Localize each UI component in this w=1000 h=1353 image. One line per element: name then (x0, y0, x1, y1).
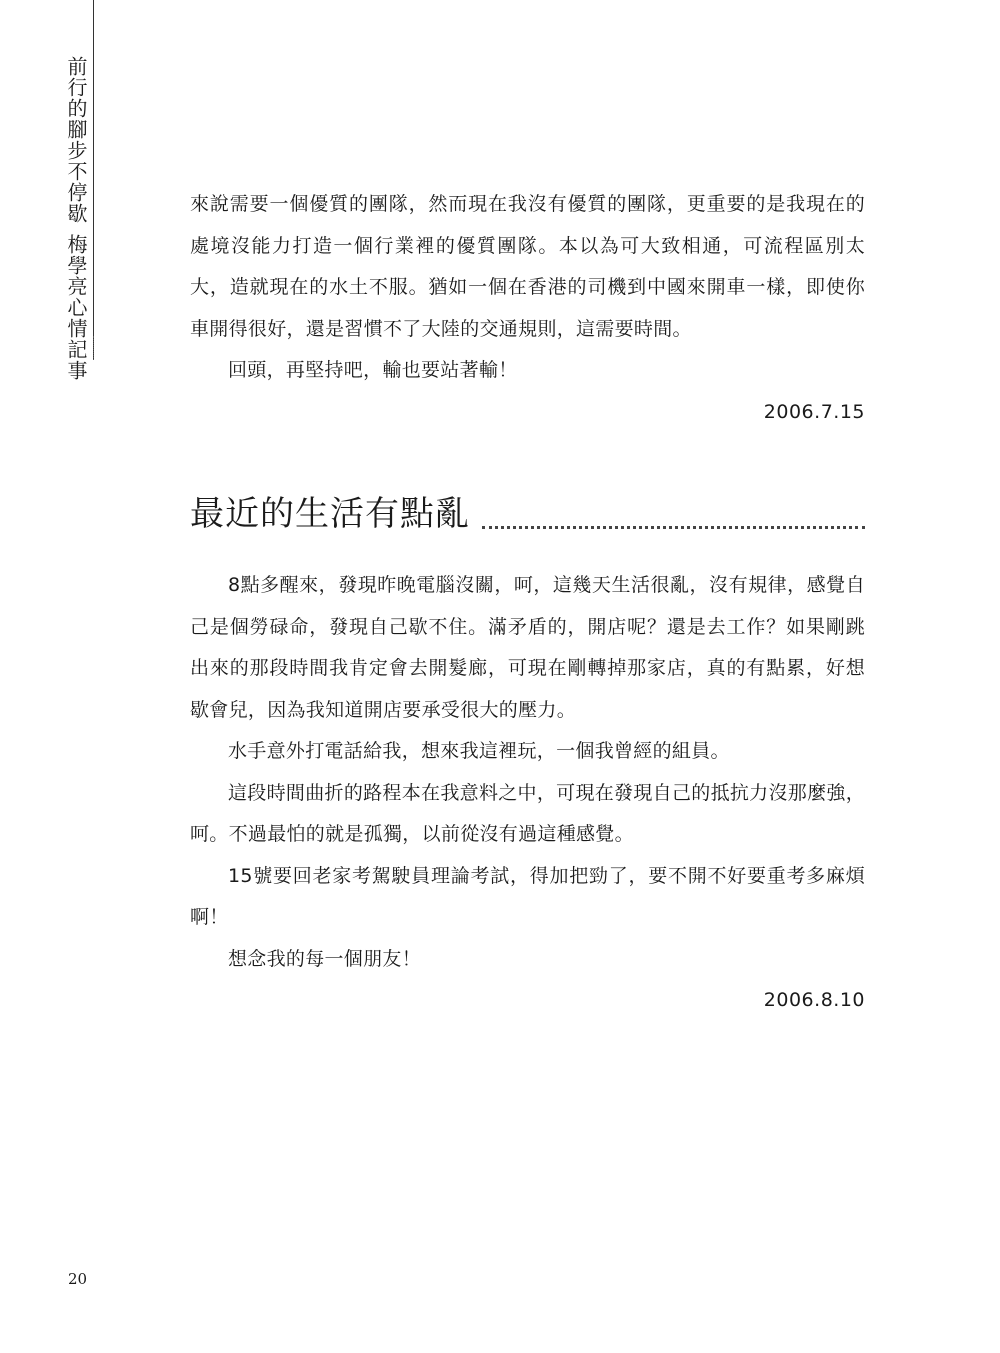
page-content (190, 184, 865, 1022)
page-number: 20 (68, 1270, 88, 1288)
entry1-paragraph-continued: 來說需要一個優質的團隊，然而現在我沒有優質的團隊，更重要的是我現在的處境沒能力打造一個行業裡的優質團隊。本以為可大致相通，可流程區別太大，造就現在的水土不服。猶如一個在香港的司機到中國來開車一樣，即使你車開得很好，還是習慣不了大陸的交通規則，這需要時間。 (190, 193, 865, 340)
title-dotted-leader (482, 525, 865, 529)
entry2-paragraph: 15號要回老家考駕駛員理論考試，得加把勁了，要不開不好要重考多麻煩啊！ (190, 864, 865, 928)
running-title-book: 前行的腳步不停歇 (64, 56, 88, 224)
entry2-paragraph: 想念我的每一個朋友！ (228, 947, 422, 970)
entry2-date: 2006.8.10 (763, 989, 865, 1011)
entry1-date: 2006.7.15 (763, 400, 865, 423)
entry2-heading (190, 491, 865, 537)
entry2-paragraph: 8點多醒來，發現昨晚電腦沒關，呵，這幾天生活很亂，沒有規律，感覺自己是個勞碌命，發現自己歇不住。滿矛盾的，開店呢？還是去工作？如果剛跳出來的那段時間我肯定會去開髮廊，可現在剛轉掉那家店，真的有點累，好想歇會兒，因為我知道開店要承受很大的壓力。 (190, 574, 865, 721)
entry2-title: 最近的生活有點亂 (190, 494, 470, 534)
entry2-paragraph: 水手意外打電話給我，想來我這裡玩，一個我曾經的組員。 (228, 740, 730, 762)
entry1-paragraph: 回頭，再堅持吧，輸也要站著輸！ (228, 359, 518, 381)
running-title-subtitle: 梅學亮心情記事 (64, 234, 88, 381)
running-title (58, 56, 94, 381)
entry2-paragraph: 這段時間曲折的路程本在我意料之中，可現在發現自己的抵抗力沒那麼強，呵。不過最怕的就是孤獨，以前從沒有過這種感覺。 (190, 781, 865, 845)
